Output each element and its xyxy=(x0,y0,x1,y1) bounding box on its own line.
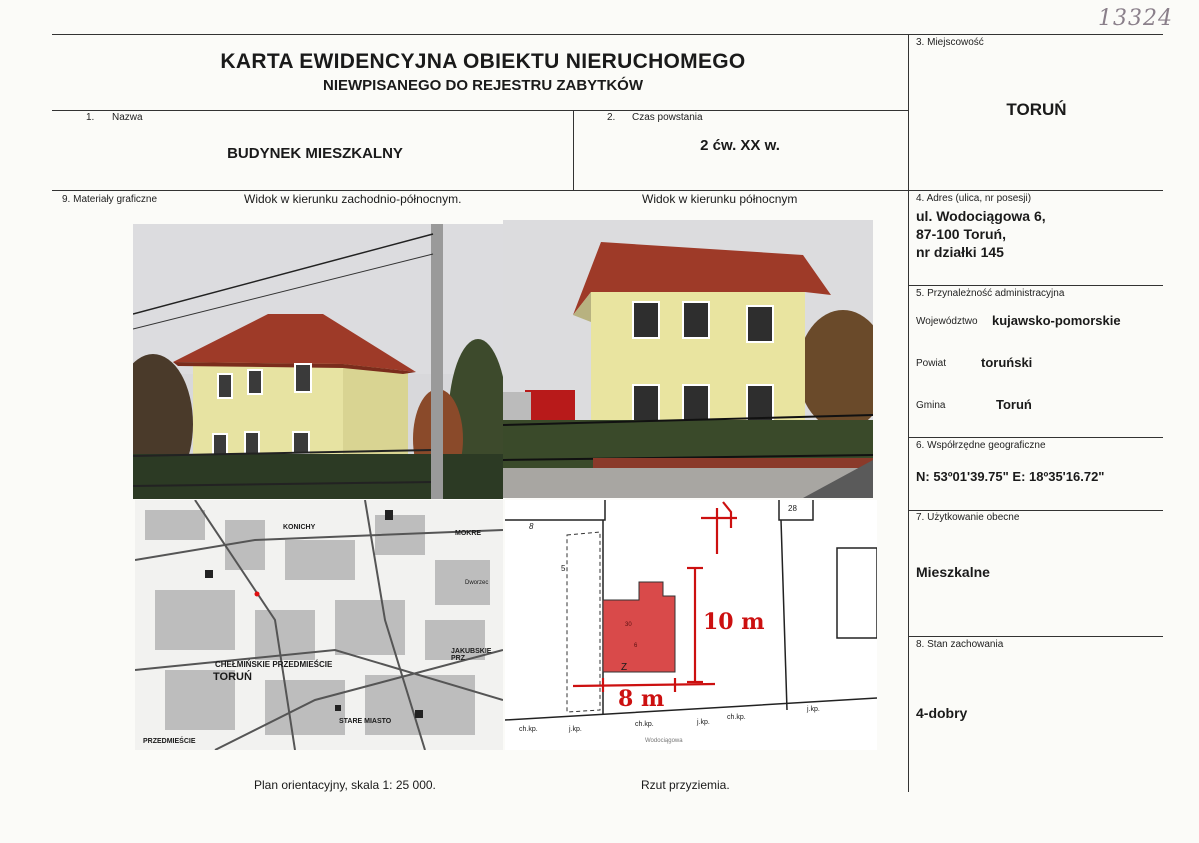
frame-line-name xyxy=(52,110,908,111)
map-label-przedmiescie: PRZEDMIEŚCIE xyxy=(143,738,196,745)
county-label: Powiat xyxy=(916,358,947,369)
handwritten-number: 13324 xyxy=(1098,6,1173,31)
plan-lot-28: 28 xyxy=(788,504,797,513)
plan-street-name: Wodociągowa xyxy=(645,738,683,744)
county-value: toruński xyxy=(981,355,1033,370)
card-subtitle: NIEWPISANEGO DO REJESTRU ZABYTKÓW xyxy=(322,77,644,94)
map-label-mokre: MOKRE xyxy=(455,530,482,537)
plan-letter-z: Z xyxy=(621,662,628,673)
photo2-caption: Widok w kierunku północnym xyxy=(642,192,798,206)
date-value: 2 ćw. XX w. xyxy=(700,137,780,154)
graphics-label: 9. Materiały graficzne xyxy=(62,194,158,205)
frame-divider-date xyxy=(573,110,574,190)
name-num: 1. xyxy=(86,112,95,123)
condition-value: 4-dobry xyxy=(916,705,968,721)
place-label: 3. Miejscowość xyxy=(916,37,984,48)
map-caption: Plan orientacyjny, skala 1: 25 000. xyxy=(254,778,436,792)
plan-jkp-3: j.kp. xyxy=(807,706,820,713)
plan-chkp-1: ch.kp. xyxy=(519,726,538,733)
plan-lot-8: 8 xyxy=(529,522,534,531)
photo-northwest-view xyxy=(133,224,503,499)
orientation-map xyxy=(135,500,503,750)
frame-line-condition xyxy=(908,636,1163,637)
commune-value: Toruń xyxy=(996,397,1032,412)
name-value: BUDYNEK MIESZKALNY xyxy=(227,145,403,162)
photo-north-view xyxy=(503,220,873,498)
map-label-jakubskie: JAKUBSKIE PRZ xyxy=(451,648,492,662)
frame-line-admin xyxy=(908,285,1163,286)
coords-label: 6. Współrzędne geograficzne xyxy=(916,440,1046,451)
address-line-3: nr działki 145 xyxy=(916,244,1004,260)
frame-right-column-line xyxy=(908,34,909,792)
plan-dim-vertical: 10 m xyxy=(703,609,765,635)
name-label: Nazwa xyxy=(112,112,143,123)
plan-num-30: 30 xyxy=(625,622,632,628)
commune-label: Gmina xyxy=(916,400,946,411)
address-label: 4. Adres (ulica, nr posesji) xyxy=(916,193,1032,204)
plan-num-6: 6 xyxy=(634,643,638,649)
map-label-dworzec: Dworzec xyxy=(465,580,489,586)
map-label-torun: TORUŃ xyxy=(213,671,252,683)
map-label-konichy: KONICHY xyxy=(283,524,316,531)
coords-value: N: 53º01'39.75" E: 18º35'16.72" xyxy=(916,469,1105,484)
date-label: Czas powstania xyxy=(632,112,703,123)
map-label-chelminskie: CHEŁMIŃSKIE PRZEDMIEŚCIE xyxy=(215,660,333,669)
frame-top-line xyxy=(52,34,1163,35)
plan-jkp-2: j.kp. xyxy=(697,719,710,726)
plan-jkp-1: j.kp. xyxy=(569,726,582,733)
photo1-caption: Widok w kierunku zachodnio-północnym. xyxy=(244,192,462,206)
address-line-1: ul. Wodociągowa 6, xyxy=(916,208,1046,224)
voivodeship-label: Województwo xyxy=(916,316,978,327)
place-value: TORUŃ xyxy=(1006,100,1067,119)
map-label-stare-miasto: STARE MIASTO xyxy=(339,718,392,725)
ground-plan xyxy=(505,500,877,750)
plan-lot-5: 5 xyxy=(561,564,566,573)
frame-line-graphics xyxy=(52,190,1163,191)
plan-chkp-2: ch.kp. xyxy=(635,721,654,728)
frame-line-coords xyxy=(908,437,1163,438)
card-title: KARTA EWIDENCYJNA OBIEKTU NIERUCHOMEGO xyxy=(220,50,746,73)
plan-caption: Rzut przyziemia. xyxy=(641,778,730,792)
date-num: 2. xyxy=(607,112,616,123)
plan-chkp-3: ch.kp. xyxy=(727,714,746,721)
usage-value: Mieszkalne xyxy=(916,564,990,580)
usage-label: 7. Użytkowanie obecne xyxy=(916,512,1020,523)
condition-label: 8. Stan zachowania xyxy=(916,639,1004,650)
address-value xyxy=(916,207,1046,261)
plan-dim-horizontal: 8 m xyxy=(618,686,665,712)
admin-label: 5. Przynależność administracyjna xyxy=(916,288,1065,299)
frame-line-usage xyxy=(908,510,1163,511)
voivodeship-value: kujawsko-pomorskie xyxy=(992,313,1121,328)
address-line-2: 87-100 Toruń, xyxy=(916,226,1006,242)
